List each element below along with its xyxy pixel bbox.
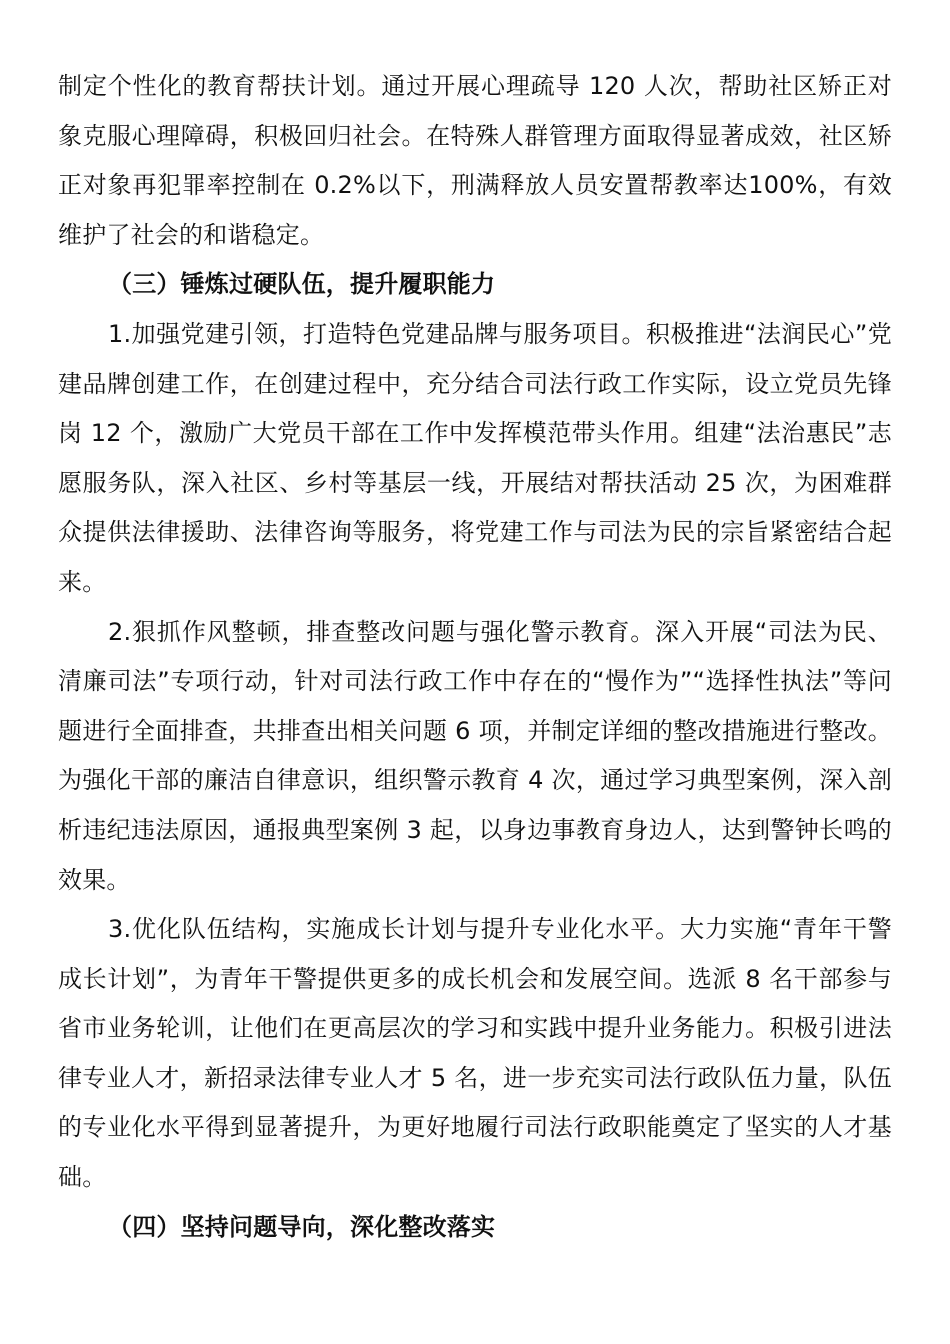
paragraph-party-building: 1.加强党建引领，打造特色党建品牌与服务项目。积极推进“法润民心”党建品牌创建工作，在创建过程中，充分结合司法行政工作实际，设立党员先锋岗 12 个，激励广大党员干部在工作中发挥模范带头作用。组建“法治惠民”志愿服务队，深入社区、乡村等基层一线，开展结对帮扶活动 25 次，为困难群众提供法律援助、法律咨询等服务，将党建工作与司法为民的宗旨紧密结合起来。 (58, 319, 892, 596)
section-heading-4: （四）坚持问题导向，深化整改落实 (108, 1212, 496, 1241)
paragraph-work-style: 2.狠抓作风整顿，排查整改问题与强化警示教育。深入开展“司法为民、清廉司法”专项行动，针对司法行政工作中存在的“慢作为”“选择性执法”等问题进行全面排查，共排查出相关问题 6 项，并制定详细的整改措施进行整改。为强化干部的廉洁自律意识，组织警示教育 4 次，通过学习典型案例，深入剖析违纪违法原因，通报典型案例 3 起，以身边事教育身边人，达到警钟长鸣的效果。 (58, 617, 892, 894)
intro-paragraph: 制定个性化的教育帮扶计划。通过开展心理疏导 120 人次，帮助社区矫正对象克服心理障碍，积极回归社会。在特殊人群管理方面取得显著成效，社区矫正对象再犯罪率控制在 0.2%以下，刑满释放人员安置帮教率达100%，有效维护了社会的和谐稳定。 (58, 72, 892, 249)
document-page (58, 62, 892, 1252)
section-heading-3: （三）锤炼过硬队伍，提升履职能力 (108, 270, 496, 299)
paragraph-team-structure: 3.优化队伍结构，实施成长计划与提升专业化水平。大力实施“青年干警成长计划”，为青年干警提供更多的成长机会和发展空间。选派 8 名干部参与省市业务轮训，让他们在更高层次的学习和实践中提升业务能力。积极引进法律专业人才，新招录法律专业人才 5 名，进一步充实司法行政队伍力量，队伍的专业化水平得到显著提升，为更好地履行司法行政职能奠定了坚实的人才基础。 (58, 915, 892, 1192)
